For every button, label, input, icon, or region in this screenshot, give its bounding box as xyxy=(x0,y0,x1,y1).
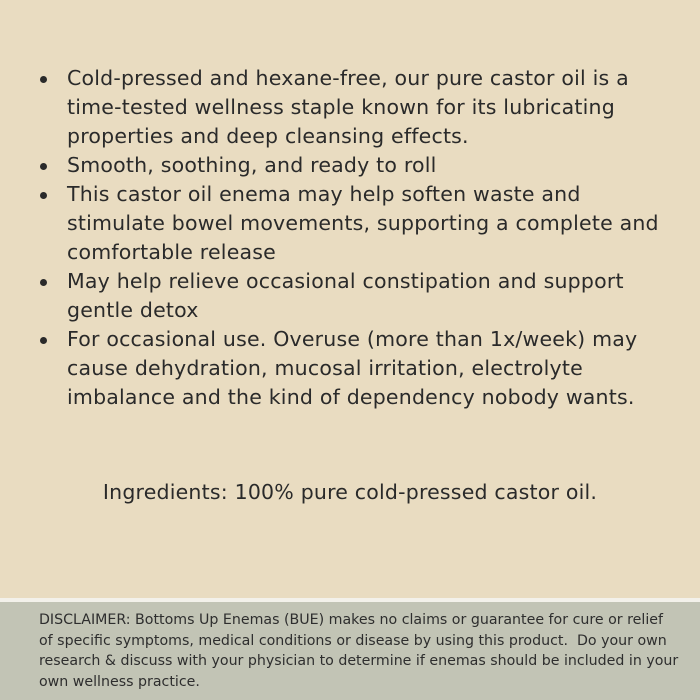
bullet-dot-icon xyxy=(40,163,47,170)
bullet-text: Cold-pressed and hexane-free, our pure castor oil is a time-tested wellness staple known for its lubricating properties and deep cleansing effects. xyxy=(67,66,629,148)
bullet-text: May help relieve occasional constipation and support gentle detox xyxy=(67,269,624,322)
bullet-item xyxy=(36,267,676,325)
bullet-item xyxy=(36,325,676,412)
bullet-text: This castor oil enema may help soften waste and stimulate bowel movements, supporting a complete and comfortable release xyxy=(67,182,659,264)
bullet-item xyxy=(36,64,676,151)
bullet-item xyxy=(36,151,676,180)
disclaimer-text: DISCLAIMER: Bottoms Up Enemas (BUE) makes no claims or guarantee for cure or relief of specific symptoms, medical conditions or disease by using this product. Do your own research & discuss with your physician to determine if enemas should be included in your own wellness practice. xyxy=(39,612,683,690)
disclaimer-panel xyxy=(0,602,700,700)
bullet-item xyxy=(36,180,676,267)
bullet-dot-icon xyxy=(40,192,47,199)
feature-bullet-list xyxy=(36,64,676,412)
bullet-text: For occasional use. Overuse (more than 1x/week) may cause dehydration, mucosal irritation, electrolyte imbalance and the kind of dependency nobody wants. xyxy=(67,327,638,409)
bullet-text: Smooth, soothing, and ready to roll xyxy=(67,153,437,177)
bullet-dot-icon xyxy=(40,279,47,286)
ingredients-text: Ingredients: 100% pure cold-pressed castor oil. xyxy=(102,480,598,504)
bullet-dot-icon xyxy=(40,76,47,83)
bullet-dot-icon xyxy=(40,337,47,344)
